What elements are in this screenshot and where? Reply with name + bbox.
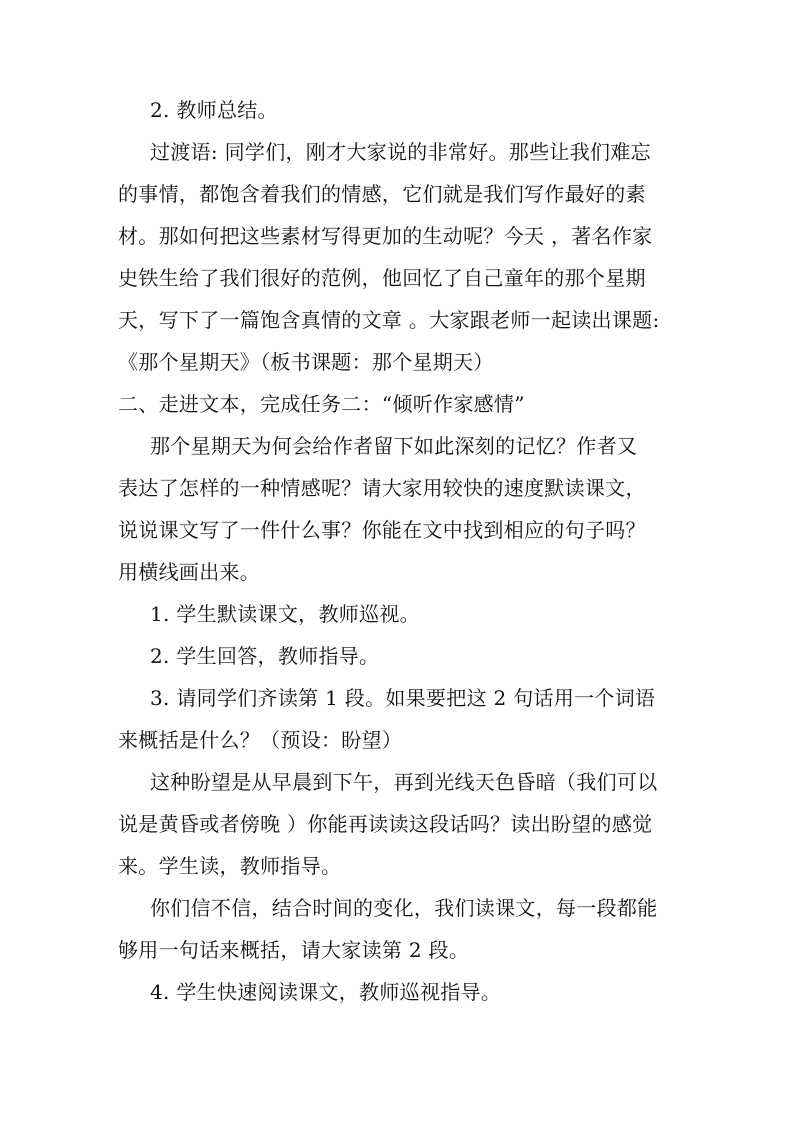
text-line: 的事情，都饱含着我们的情感，它们就是我们写作最好的素 <box>118 182 646 206</box>
text-line: 3. 请同学们齐读第 1 段。如果要把这 2 句话用一个词语 <box>150 686 656 710</box>
text-line: 表达了怎样的一种情感呢？请大家用较快的速度默读课文， <box>118 476 646 500</box>
text-line: 够用一句话来概括，请大家读第 2 段。 <box>118 938 470 962</box>
text-line: 说说课文写了一件什么事？你能在文中找到相应的句子吗？ <box>118 518 646 542</box>
text-line: 过渡语: 同学们，刚才大家说的非常好。那些让我们难忘 <box>150 140 651 164</box>
text-line: 来。学生读，教师指导。 <box>118 854 342 878</box>
text-line: 天，写下了一篇饱含真情的文章 。大家跟老师一起读出课题: <box>118 308 660 332</box>
text-line: 2. 学生回答，教师指导。 <box>150 644 380 668</box>
text-line: 来概括是什么？（预设：盼望） <box>118 728 403 752</box>
text-line: 你们信不信，结合时间的变化，我们读课文，每一段都能 <box>150 896 658 920</box>
text-line: 用横线画出来。 <box>118 560 261 584</box>
text-line: 那个星期天为何会给作者留下如此深刻的记忆？作者又 <box>150 434 638 458</box>
text-line: 这种盼望是从早晨到下午，再到光线天色昏暗（我们可以 <box>150 770 658 794</box>
text-line: 4. 学生快速阅读课文，教师巡视指导。 <box>150 980 502 1004</box>
text-line: 说是黄昏或者傍晚 ）你能再读读这段话吗？读出盼望的感觉 <box>118 812 653 836</box>
text-line: 2. 教师总结。 <box>150 98 278 122</box>
text-line: 1. 学生默读课文，教师巡视。 <box>150 602 420 626</box>
text-line: 《那个星期天》（板书课题：那个星期天） <box>118 350 494 374</box>
section-heading: 二、走进文本，完成任务二：“倾听作家感情” <box>118 392 525 416</box>
text-line: 史铁生给了我们很好的范例，他回忆了自己童年的那个星期 <box>118 266 646 290</box>
text-line: 材。那如何把这些素材写得更加的生动呢？今天 ，著名作家 <box>118 224 653 248</box>
